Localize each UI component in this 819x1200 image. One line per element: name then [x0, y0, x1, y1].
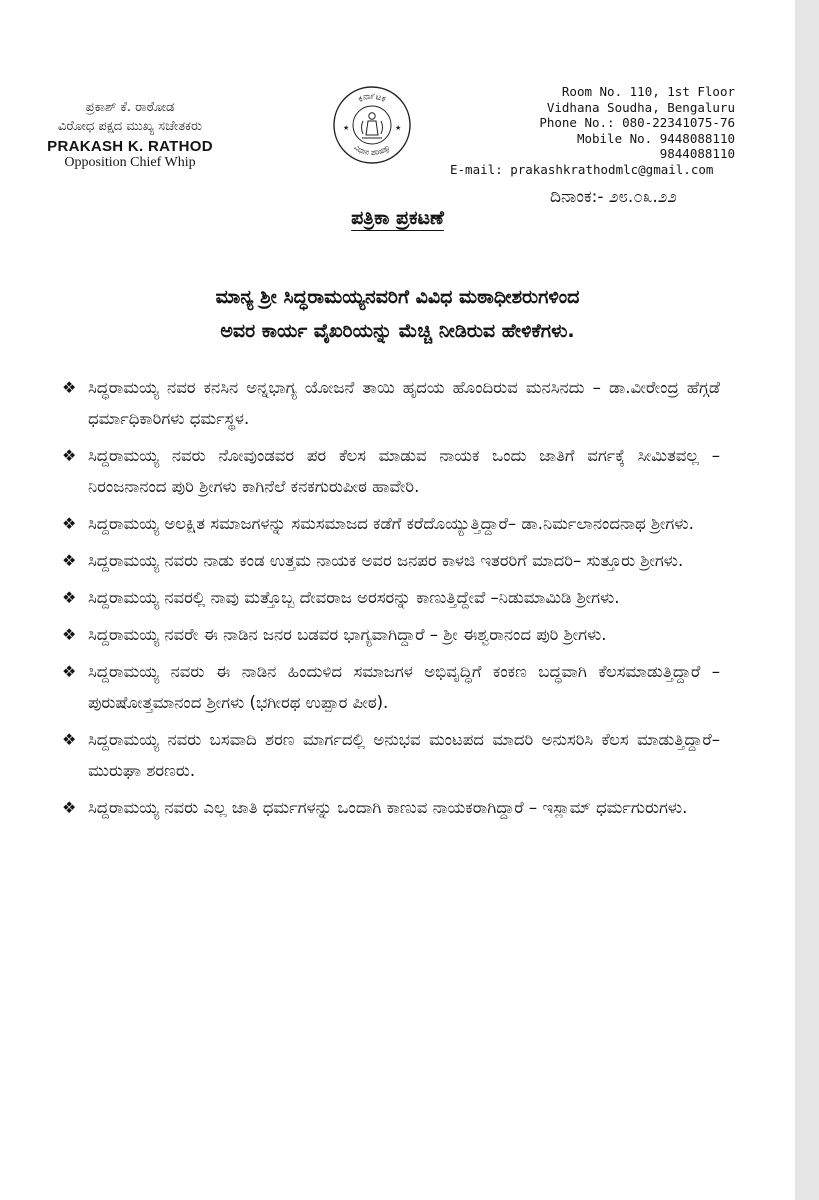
bullet-diamond-icon: ❖	[62, 730, 77, 749]
subject-heading	[0, 280, 795, 348]
sender-name-english: PRAKASH K. RATHOD	[47, 138, 213, 155]
list-item	[62, 440, 720, 502]
address-building: Vidhana Soudha, Bengaluru	[546, 99, 735, 115]
list-item	[62, 724, 720, 786]
list-item	[62, 792, 720, 823]
press-release-title	[0, 207, 795, 229]
press-release-title-text: ಪತ್ರಿಕಾ ಪ್ರಕಟಣೆ	[351, 207, 444, 229]
subject-line-2: ಅವರ ಕಾರ್ಯ ವೈಖರಿಯನ್ನು ಮೆಚ್ಚಿ ನೀಡಿರುವ ಹೇಳಿಕೆಗಳು.	[220, 320, 575, 342]
address-mobile-1: Mobile No. 9448088110	[576, 130, 735, 146]
legislative-council-seal-icon	[332, 85, 412, 165]
sender-name-kannada: ಪ್ರಕಾಶ್ ಕೆ. ರಾಠೋಡ	[85, 100, 175, 115]
list-item	[62, 656, 720, 718]
svg-text:★: ★	[343, 124, 350, 132]
bullet-diamond-icon: ❖	[62, 551, 77, 570]
letterhead-address	[450, 84, 735, 177]
statement-text: ಸಿದ್ಧರಾಮಯ್ಯ ನವರ ಕನಸಿನ ಅನ್ನಭಾಗ್ಯ ಯೋಜನೆ ತಾಯಿ ಹೃದಯ ಹೊಂದಿರುವ ಮನಸಿನದು – ಡಾ.ವೀರೇಂದ್ರ ಹೆಗ್ಗಡೆ ಧರ್ಮಾಧಿಕಾರಿಗಳು ಧರ್ಮಸ್ಥಳ.	[88, 378, 720, 428]
address-room: Room No. 110, 1st Floor	[561, 84, 735, 99]
list-item	[62, 582, 720, 613]
scan-edge-strip	[795, 0, 819, 1200]
sender-designation-kannada: ವಿರೋಧ ಪಕ್ಷದ ಮುಖ್ಯ ಸಚೇತಕರು	[58, 119, 202, 134]
statement-text: ಸಿದ್ದರಾಮಯ್ಯ ನವರು ನೋವುಂಡವರ ಪರ ಕೆಲಸ ಮಾಡುವ ನಾಯಕ ಒಂದು ಜಾತಿಗೆ ವರ್ಗಕ್ಕೆ ಸೀಮಿತವಲ್ಲ – ನಿರಂಜನಾನಂದ ಪುರಿ ಶ್ರೀಗಳು ಕಾಗಿನೆಲೆ ಕನಕಗುರುಪೀಠ ಹಾವೇರಿ.	[88, 446, 720, 496]
address-phone: Phone No.: 080-22341075-76	[539, 115, 735, 130]
bullet-diamond-icon: ❖	[62, 378, 77, 397]
statement-text: ಸಿದ್ದರಾಮಯ್ಯ ನವರು ಬಸವಾದಿ ಶರಣ ಮಾರ್ಗದಲ್ಲಿ ಅನುಭವ ಮಂಟಪದ ಮಾದರಿ ಅನುಸರಿಸಿ ಕೆಲಸ ಮಾಡುತ್ತಿದ್ದಾರೆ– ಮುರುಘಾ ಶರಣರು.	[88, 730, 720, 780]
statement-text: ಸಿದ್ದರಾಮಯ್ಯ ನವರು ಎಲ್ಲ ಜಾತಿ ಧರ್ಮಗಳನ್ನು ಒಂದಾಗಿ ಕಾಣುವ ನಾಯಕರಾಗಿದ್ದಾರೆ – ಇಸ್ಲಾಮ್ ಧರ್ಮಗುರುಗಳು.	[88, 798, 688, 817]
handwritten-date: ದಿನಾಂಕ:- ೨೮.೦೩.೨೨	[550, 187, 677, 207]
letterhead-sender	[30, 98, 230, 171]
address-mobile-2: 9844088110	[659, 146, 735, 161]
statement-text: ಸಿದ್ದರಾಮಯ್ಯ ನವರಲ್ಲಿ ನಾವು ಮತ್ತೊಬ್ಬ ದೇವರಾಜ ಅರಸರನ್ನು ಕಾಣುತ್ತಿದ್ದೇವೆ –ನಿಡುಮಾಮಿಡಿ ಶ್ರೀಗಳು.	[88, 588, 620, 607]
list-item	[62, 372, 720, 434]
seal-bottom-text: ವಿಧಾನ ಪರಿಷತ್ತು	[352, 142, 392, 158]
svg-text:ಕರ್ನಾಟಕ	[357, 91, 387, 104]
seal-top-text: ಕರ್ನಾಟಕ	[356, 91, 388, 105]
statement-text: ಸಿದ್ದರಾಮಯ್ಯ ಅಲಕ್ಷಿತ ಸಮಾಜಗಳನ್ನು ಸಮಸಮಾಜದ ಕಡೆಗೆ ಕರೆದೊಯ್ಯುತ್ತಿದ್ದಾರೆ– ಡಾ.ನಿರ್ಮಲಾನಂದನಾಥ ಶ್ರೀಗಳು.	[88, 514, 694, 533]
svg-text:ವಿಧಾನ ಪರಿಷತ್ತು	[352, 143, 391, 158]
bullet-diamond-icon: ❖	[62, 588, 77, 607]
list-item	[62, 545, 720, 576]
bullet-diamond-icon: ❖	[62, 514, 77, 533]
svg-text:★: ★	[395, 124, 402, 132]
bullet-diamond-icon: ❖	[62, 446, 77, 465]
list-item	[62, 508, 720, 539]
sender-designation-english: Opposition Chief Whip	[64, 155, 196, 170]
address-email: E-mail: prakashkrathodmlc@gmail.com	[450, 161, 714, 177]
list-item	[62, 619, 720, 650]
subject-line-1: ಮಾನ್ಯ ಶ್ರೀ ಸಿದ್ಧರಾಮಯ್ಯನವರಿಗೆ ವಿವಿಧ ಮಠಾಧೀಶರುಗಳಿಂದ	[215, 286, 580, 308]
bullet-diamond-icon: ❖	[62, 625, 77, 644]
statements-list	[62, 372, 720, 829]
statement-text: ಸಿದ್ದರಾಮಯ್ಯ ನವರೇ ಈ ನಾಡಿನ ಜನರ ಬಡವರ ಭಾಗ್ಯವಾಗಿದ್ದಾರೆ – ಶ್ರೀ ಈಶ್ವರಾನಂದ ಪುರಿ ಶ್ರೀಗಳು.	[88, 625, 607, 644]
statement-text: ಸಿದ್ದರಾಮಯ್ಯ ನವರು ಈ ನಾಡಿನ ಹಿಂದುಳಿದ ಸಮಾಜಗಳ ಅಭಿವೃದ್ಧಿಗೆ ಕಂಕಣ ಬದ್ಧವಾಗಿ ಕೆಲಸಮಾಡುತ್ತಿದ್ದಾರೆ – ಪುರುಷೋತ್ತಮಾನಂದ ಶ್ರೀಗಳು (ಭಗೀರಥ ಉಪ್ಪಾರ ಪೀಠ).	[88, 662, 720, 712]
statement-text: ಸಿದ್ದರಾಮಯ್ಯ ನವರು ನಾಡು ಕಂಡ ಉತ್ತಮ ನಾಯಕ ಅವರ ಜನಪರ ಕಾಳಜಿ ಇತರರಿಗೆ ಮಾದರಿ– ಸುತ್ತೂರು ಶ್ರೀಗಳು.	[88, 551, 684, 570]
bullet-diamond-icon: ❖	[62, 662, 77, 681]
bullet-diamond-icon: ❖	[62, 798, 77, 817]
